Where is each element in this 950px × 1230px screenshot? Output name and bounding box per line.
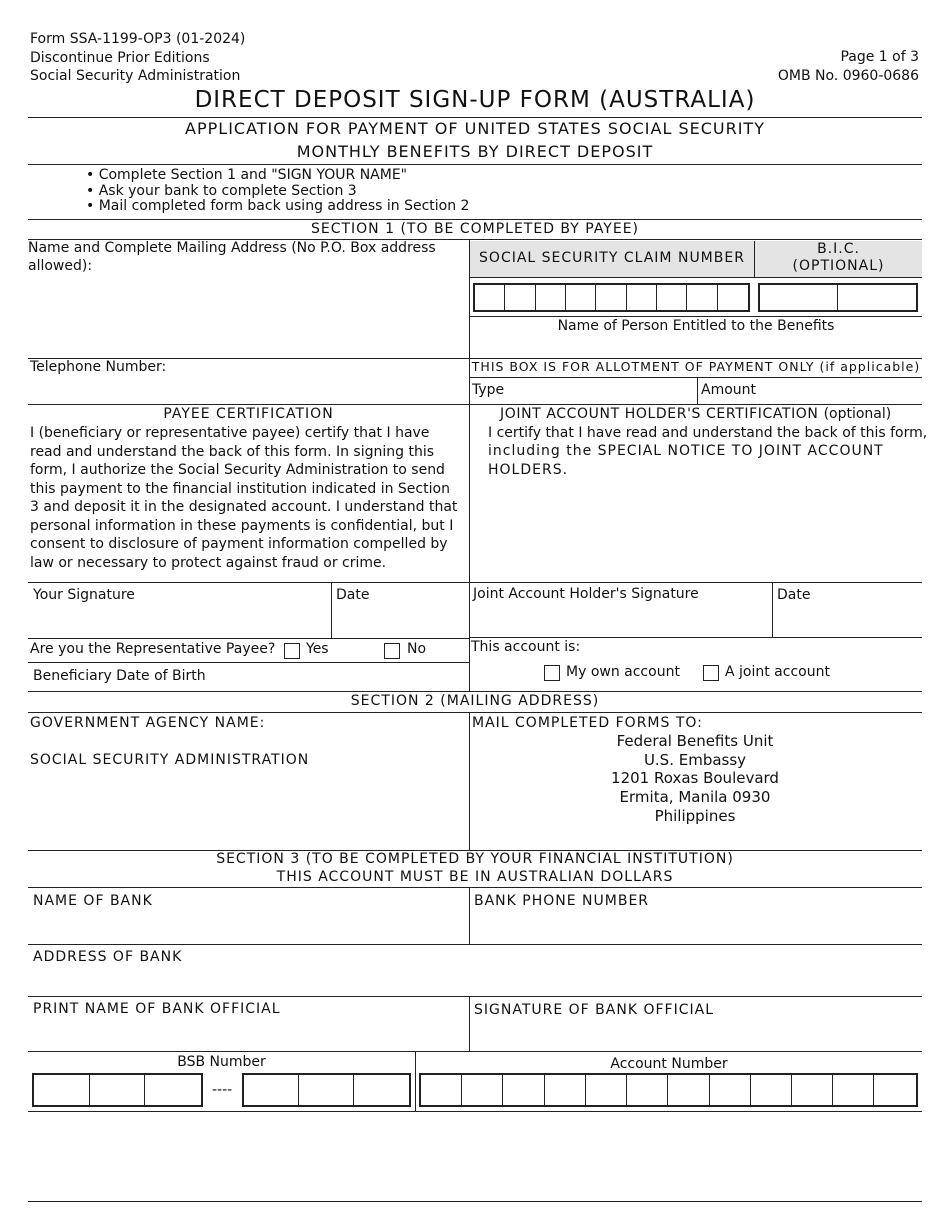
- joint-account-label: A joint account: [725, 664, 830, 680]
- dob-field[interactable]: [210, 664, 466, 690]
- bank-address-label: ADDRESS OF BANK: [33, 949, 183, 965]
- claim-number-digit[interactable]: [596, 285, 626, 310]
- your-signature-label: Your Signature: [33, 587, 135, 603]
- footer-rule: [28, 1201, 922, 1202]
- account-digit[interactable]: [503, 1075, 544, 1105]
- account-digit[interactable]: [792, 1075, 833, 1105]
- account-digit[interactable]: [462, 1075, 503, 1105]
- claim-number-digit[interactable]: [657, 285, 687, 310]
- account-digit[interactable]: [586, 1075, 627, 1105]
- joint-certification-title: JOINT ACCOUNT HOLDER'S CERTIFICATION: [500, 406, 819, 422]
- claim-number-digit[interactable]: [475, 285, 505, 310]
- bic-boxes[interactable]: [758, 283, 918, 312]
- official-name-label: PRINT NAME OF BANK OFFICIAL: [33, 1001, 281, 1017]
- rep-payee-question: Are you the Representative Payee?: [30, 641, 276, 657]
- omb-number: OMB No. 0960-0686: [777, 68, 919, 84]
- bsb-digit[interactable]: [145, 1075, 201, 1105]
- agency-name-label: GOVERNMENT AGENCY NAME:: [30, 715, 266, 731]
- your-signature-field[interactable]: [30, 605, 328, 637]
- section-3-heading: SECTION 3 (TO BE COMPLETED BY YOUR FINANCIAL INSTITUTION): [216, 851, 734, 867]
- account-digit[interactable]: [545, 1075, 586, 1105]
- bank-name-label: NAME OF BANK: [33, 893, 153, 909]
- telephone-label: Telephone Number:: [30, 359, 167, 375]
- bank-phone-label: BANK PHONE NUMBER: [474, 893, 650, 909]
- account-number-label: Account Number: [610, 1056, 728, 1072]
- bsb-digit[interactable]: [354, 1075, 409, 1105]
- payee-certification-text: I (beneficiary or representative payee) certify that I have read and understand the back of this form. In signing this form, I authorize the Social Security Administration to send this payment to the financial institution indicated in Section 3 and deposit it in the designated account. I understand that personal information in these payments is confidential, but I consent to disclosure of payment information compelled by law or necessary to protect against fraud or crime.: [30, 425, 458, 571]
- instruction-item: • Mail completed form back using address in Section 2: [86, 198, 470, 214]
- claim-number-digit[interactable]: [536, 285, 566, 310]
- bsb-separator: ----: [212, 1082, 233, 1098]
- account-digit[interactable]: [421, 1075, 462, 1105]
- yes-label: Yes: [306, 641, 329, 657]
- bsb-label: BSB Number: [177, 1054, 266, 1070]
- account-digit[interactable]: [751, 1075, 792, 1105]
- address-line: U.S. Embassy: [643, 751, 747, 769]
- joint-date-field[interactable]: [775, 605, 920, 636]
- mail-to-label: MAIL COMPLETED FORMS TO:: [472, 715, 703, 731]
- page-number: Page 1 of 3: [840, 49, 919, 65]
- claim-number-digit[interactable]: [718, 285, 748, 310]
- joint-signature-label: Joint Account Holder's Signature: [473, 586, 699, 602]
- entitled-name-label: Name of Person Entitled to the Benefits: [557, 318, 835, 334]
- bic-label: B.I.C.: [817, 241, 860, 257]
- bsb-boxes-right[interactable]: [242, 1073, 411, 1107]
- official-name-field[interactable]: [30, 1020, 466, 1049]
- rep-payee-yes-checkbox[interactable]: [284, 643, 300, 659]
- account-is-label: This account is:: [471, 639, 581, 655]
- bsb-digit[interactable]: [299, 1075, 354, 1105]
- own-account-checkbox[interactable]: [544, 665, 560, 681]
- section-2-heading: SECTION 2 (MAILING ADDRESS): [350, 693, 600, 709]
- dob-label: Beneficiary Date of Birth: [33, 668, 206, 684]
- page-title: DIRECT DEPOSIT SIGN-UP FORM (AUSTRALIA): [194, 87, 756, 113]
- name-address-label: Name and Complete Mailing Address (No P.O. Box address: [28, 240, 436, 256]
- account-number-boxes[interactable]: [419, 1073, 918, 1107]
- bank-address-field[interactable]: [30, 968, 920, 995]
- joint-certification-optional: (optional): [823, 406, 892, 422]
- joint-certification-heading: [500, 406, 891, 423]
- account-digit[interactable]: [710, 1075, 751, 1105]
- account-digit[interactable]: [833, 1075, 874, 1105]
- bank-name-field[interactable]: [30, 912, 466, 942]
- claim-number-digit[interactable]: [566, 285, 596, 310]
- telephone-field[interactable]: [28, 376, 468, 404]
- no-label: No: [407, 641, 427, 657]
- bank-phone-field[interactable]: [472, 912, 920, 942]
- address-line: Ermita, Manila 0930: [619, 788, 771, 806]
- amount-label: Amount: [701, 382, 757, 398]
- form-number: Form SSA-1199-OP3 (01-2024): [30, 31, 246, 47]
- signature-date-field[interactable]: [334, 605, 466, 637]
- address-line: Federal Benefits Unit: [616, 732, 774, 750]
- agency-header: Social Security Administration: [30, 68, 241, 84]
- bsb-boxes-left[interactable]: [32, 1073, 203, 1107]
- own-account-label: My own account: [566, 664, 680, 680]
- account-digit[interactable]: [874, 1075, 915, 1105]
- joint-signature-field[interactable]: [472, 605, 770, 636]
- official-signature-label: SIGNATURE OF BANK OFFICIAL: [474, 1002, 714, 1018]
- rep-payee-no-checkbox[interactable]: [384, 643, 400, 659]
- joint-account-checkbox[interactable]: [703, 665, 719, 681]
- joint-certification-text-2: including the SPECIAL NOTICE TO JOINT ACCOUNT: [488, 443, 884, 459]
- name-address-label-cont: allowed):: [28, 258, 93, 274]
- claim-number-digit[interactable]: [505, 285, 535, 310]
- instruction-item: • Ask your bank to complete Section 3: [86, 183, 357, 199]
- bsb-digit[interactable]: [90, 1075, 146, 1105]
- account-digit[interactable]: [627, 1075, 668, 1105]
- joint-certification-text-3: HOLDERS.: [488, 462, 569, 478]
- joint-date-label: Date: [777, 587, 811, 603]
- joint-certification-text-1: I certify that I have read and understand the back of this form,: [488, 425, 928, 441]
- claim-number-boxes[interactable]: [473, 283, 750, 312]
- allotment-label: THIS BOX IS FOR ALLOTMENT OF PAYMENT ONLY (if applicable): [471, 359, 921, 374]
- bsb-digit[interactable]: [34, 1075, 90, 1105]
- subtitle-line-1: APPLICATION FOR PAYMENT OF UNITED STATES SOCIAL SECURITY: [185, 119, 765, 138]
- discontinue-note: Discontinue Prior Editions: [30, 50, 210, 66]
- name-address-field[interactable]: [28, 278, 468, 358]
- official-signature-field[interactable]: [472, 1020, 920, 1049]
- section-3-subheading: THIS ACCOUNT MUST BE IN AUSTRALIAN DOLLARS: [276, 869, 674, 885]
- agency-name: SOCIAL SECURITY ADMINISTRATION: [30, 752, 310, 768]
- bic-optional-label: (OPTIONAL): [792, 258, 885, 274]
- bic-box[interactable]: [760, 285, 838, 310]
- claim-number-digit[interactable]: [687, 285, 717, 310]
- instruction-item: • Complete Section 1 and "SIGN YOUR NAME": [86, 167, 408, 183]
- date-label: Date: [336, 587, 370, 603]
- bsb-digit[interactable]: [244, 1075, 299, 1105]
- account-digit[interactable]: [668, 1075, 709, 1105]
- address-line: 1201 Roxas Boulevard: [611, 769, 779, 787]
- claim-number-label: SOCIAL SECURITY CLAIM NUMBER: [479, 250, 745, 266]
- payee-certification-title: PAYEE CERTIFICATION: [163, 406, 334, 422]
- claim-number-digit[interactable]: [627, 285, 657, 310]
- bic-box[interactable]: [838, 285, 916, 310]
- type-label: Type: [472, 382, 505, 398]
- address-line: Philippines: [654, 807, 736, 825]
- subtitle-line-2: MONTHLY BENEFITS BY DIRECT DEPOSIT: [296, 142, 654, 161]
- section-1-heading: SECTION 1 (TO BE COMPLETED BY PAYEE): [310, 221, 640, 237]
